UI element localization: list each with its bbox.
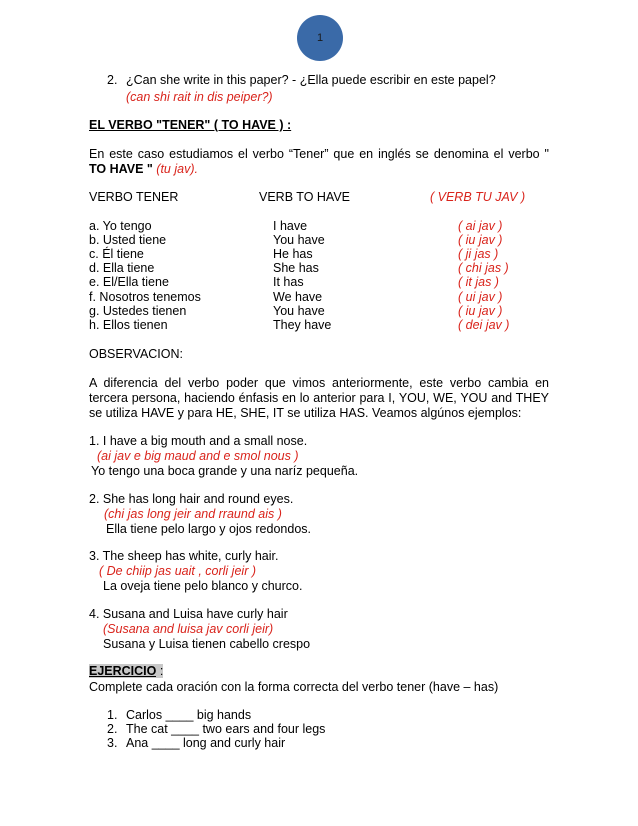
example-spanish: La oveja tiene pelo blanco y churco. (103, 579, 303, 593)
conjugation-english: He has (273, 247, 313, 261)
exercise-item-number: 2. (107, 722, 118, 736)
example-pronunciation: (Susana and luisa jav corli jeir) (103, 622, 274, 636)
exercise-item-text: The cat ____ two ears and four legs (126, 722, 326, 736)
exercise-colon: : (156, 664, 164, 678)
conjugation-pronunciation: ( chi jas ) (458, 261, 509, 275)
conjugation-english: They have (273, 318, 332, 332)
header-pronunciation: ( VERB TU JAV ) (430, 190, 526, 204)
conjugation-pronunciation: ( iu jav ) (458, 304, 503, 318)
example-english: 1. I have a big mouth and a small nose. (89, 434, 308, 448)
intro-question-pronunciation: (can shi rait in dis peiper?) (126, 90, 273, 104)
conjugation-pronunciation: ( it jas ) (458, 275, 499, 289)
exercise-item-text: Carlos ____ big hands (126, 708, 252, 722)
example-pronunciation: (ai jav e big maud and e smol nous ) (97, 449, 299, 463)
conjugation-spanish: b. Usted tiene (89, 233, 167, 247)
observation-line-2: tercera persona, haciendo énfasis en lo anterior para I, YOU, WE, YOU and THEY (89, 391, 549, 405)
intro-paragraph-line-1: En este caso estudiamos el verbo “Tener” que en inglés se denomina el verbo " (89, 147, 549, 161)
example-english: 3. The sheep has white, curly hair. (89, 549, 279, 563)
observation-line-1: A diferencia del verbo poder que vimos anteriormente, este verbo cambia en (89, 376, 549, 390)
conjugation-pronunciation: ( ai jav ) (458, 219, 503, 233)
conjugation-spanish: g. Ustedes tienen (89, 304, 187, 318)
header-spanish: VERBO TENER (89, 190, 179, 204)
conjugation-english: I have (273, 219, 308, 233)
conjugation-english: She has (273, 261, 319, 275)
conjugation-spanish: e. El/Ella tiene (89, 275, 169, 289)
conjugation-english: It has (273, 275, 304, 289)
conjugation-english: You have (273, 304, 325, 318)
conjugation-pronunciation: ( ji jas ) (458, 247, 499, 261)
exercise-item-number: 3. (107, 736, 118, 750)
example-pronunciation: (chi jas long jeir and rraund ais ) (104, 507, 282, 521)
exercise-heading (89, 664, 163, 679)
exercise-item-number: 1. (107, 708, 118, 722)
conjugation-pronunciation: ( ui jav ) (458, 290, 503, 304)
example-spanish: Susana y Luisa tienen cabello crespo (103, 637, 311, 651)
conjugation-pronunciation: ( dei jav ) (458, 318, 510, 332)
conjugation-spanish: d. Ella tiene (89, 261, 155, 275)
exercise-title: EJERCICIO (89, 664, 157, 678)
to-have-bold: TO HAVE " (89, 162, 153, 176)
section-title: EL VERBO "TENER" ( TO HAVE ) : (89, 118, 292, 132)
conjugation-spanish: h. Ellos tienen (89, 318, 168, 332)
intro-question-number: 2. (107, 73, 118, 87)
example-spanish: Yo tengo una boca grande y una naríz pequeña. (91, 464, 359, 478)
conjugation-pronunciation: ( iu jav ) (458, 233, 503, 247)
example-pronunciation: ( De chiip jas uait , corli jeir ) (99, 564, 256, 578)
example-english: 4. Susana and Luisa have curly hair (89, 607, 288, 621)
observation-title: OBSERVACION: (89, 347, 184, 361)
example-english: 2. She has long hair and round eyes. (89, 492, 294, 506)
intro-question-text: ¿Can she write in this paper? - ¿Ella puede escribir en este papel? (126, 73, 496, 87)
exercise-item-text: Ana ____ long and curly hair (126, 736, 286, 750)
conjugation-english: We have (273, 290, 323, 304)
example-spanish: Ella tiene pelo largo y ojos redondos. (106, 522, 311, 536)
page-number-badge: 1 (297, 15, 343, 61)
header-english: VERB TO HAVE (259, 190, 351, 204)
intro-paragraph-line-2 (89, 162, 198, 177)
exercise-instructions: Complete cada oración con la forma correcta del verbo tener (have – has) (89, 680, 499, 694)
observation-line-3: se utiliza HAVE y para HE, SHE, IT se utiliza HAS. Veamos algúnos ejemplos: (89, 406, 522, 420)
conjugation-spanish: a. Yo tengo (89, 219, 152, 233)
to-have-pronunciation: (tu jav). (156, 162, 198, 176)
conjugation-spanish: f. Nosotros tenemos (89, 290, 201, 304)
conjugation-english: You have (273, 233, 325, 247)
conjugation-spanish: c. Él tiene (89, 247, 144, 261)
